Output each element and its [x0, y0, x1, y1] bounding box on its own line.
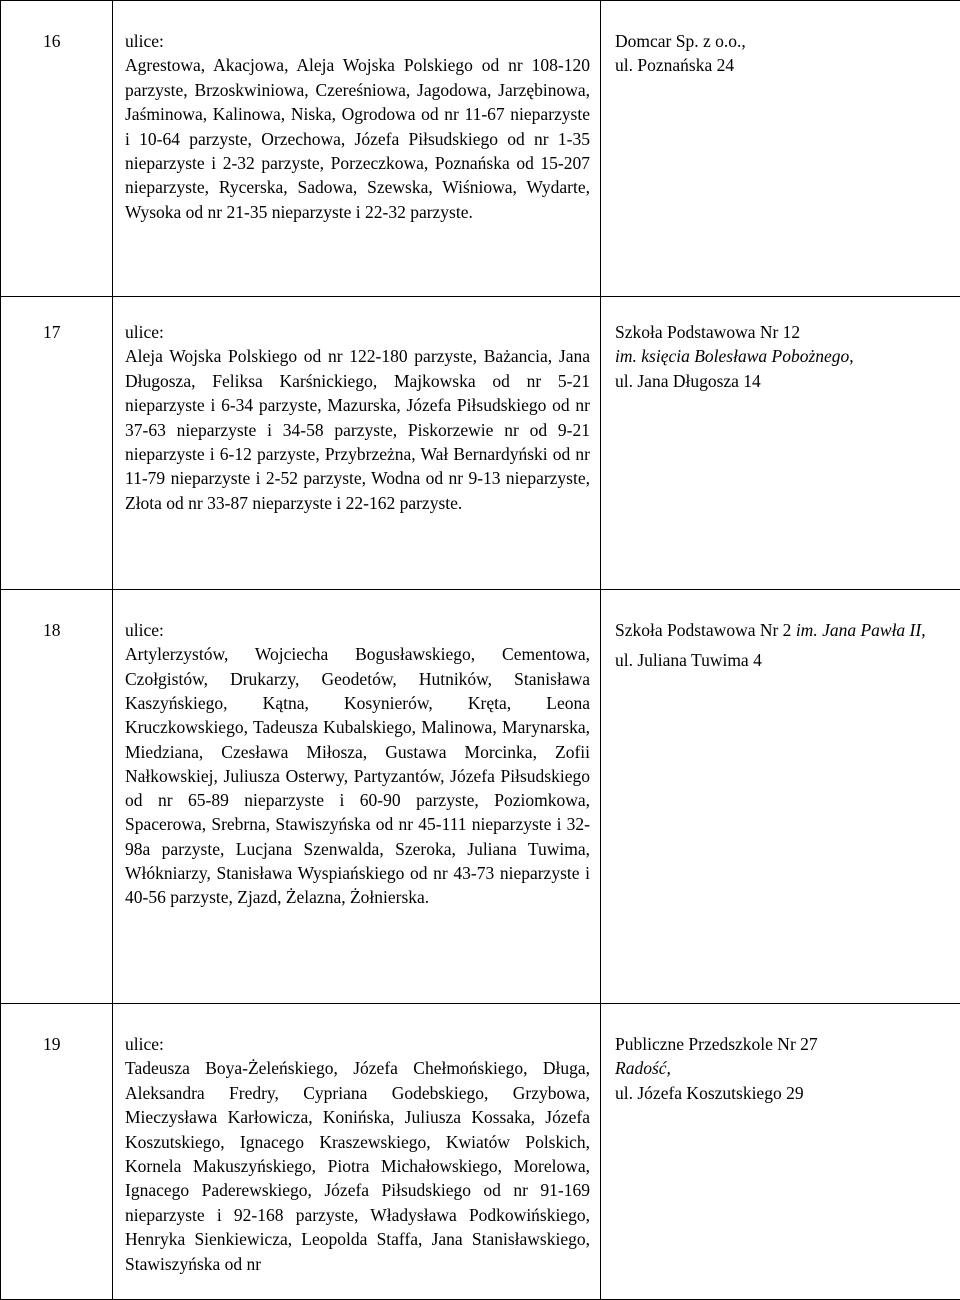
polling-place-address: ul. Józefa Koszutskiego 29 — [615, 1081, 949, 1105]
streets-lead-label: ulice: — [125, 1032, 590, 1056]
district-number-cell — [1, 590, 113, 1004]
table-row — [1, 590, 960, 1004]
polling-place-patron: im. księcia Bolesława Pobożnego, — [615, 344, 949, 368]
polling-place-name: Szkoła Podstawowa Nr 2 — [615, 620, 791, 640]
streets-lead-label: ulice: — [125, 320, 590, 344]
polling-place-name: Publiczne Przedszkole Nr 27 — [615, 1032, 949, 1056]
polling-place-cell — [601, 1, 960, 297]
streets-list: Agrestowa, Akacjowa, Aleja Wojska Polskiego od nr 108-120 parzyste, Brzoskwiniowa, Czereśniowa, Jagodowa, Jarzębinowa, Jaśminowa, Kalinowa, Niska, Ogrodowa od nr 11-67 nieparzyste i 10-64 parzyste, Orzechowa, Józefa Piłsudskiego od nr 1-35 nieparzyste i 2-32 parzyste, Porzeczkowa, Poznańska od 15-207 nieparzyste, Rycerska, Sadowa, Szewska, Wiśniowa, Wydarte, Wysoka od nr 21-35 nieparzyste i 22-32 parzyste. — [125, 53, 590, 224]
polling-place-name: Szkoła Podstawowa Nr 12 — [615, 320, 949, 344]
district-number: 18 — [1, 590, 112, 642]
streets-cell — [113, 1, 601, 297]
streets-cell — [113, 297, 601, 590]
polling-place-cell — [601, 590, 960, 1004]
district-number-cell — [1, 1004, 113, 1300]
streets-lead-label: ulice: — [125, 29, 590, 53]
district-number: 17 — [1, 297, 112, 344]
district-number-cell — [1, 1, 113, 297]
polling-place-patron: Radość, — [615, 1056, 949, 1080]
district-number-cell — [1, 297, 113, 590]
table-row — [1, 1004, 960, 1300]
polling-place-patron: im. Jana Pawła II, — [796, 620, 926, 640]
district-number: 19 — [1, 1004, 112, 1056]
streets-list: Aleja Wojska Polskiego od nr 122-180 parzyste, Bażancia, Jana Długosza, Feliksa Karśnickiego, Majkowska od nr 5-21 nieparzyste i 6-34 parzyste, Mazurska, Józefa Piłsudskiego od nr 37-63 nieparzyste i 34-58 parzyste, Piskorzewie nr od 9-21 nieparzyste i 6-12 parzyste, Przybrzeżna, Wał Bernardyński od nr 11-79 nieparzyste i 2-52 parzyste, Wodna od nr 9-13 nieparzyste, Złota od nr 33-87 nieparzyste i 22-162 parzyste. — [125, 344, 590, 515]
polling-place-address: ul. Juliana Tuwima 4 — [615, 648, 949, 672]
streets-lead-label: ulice: — [125, 618, 590, 642]
polling-place-name: Domcar Sp. z o.o., — [615, 29, 949, 53]
table-row — [1, 1, 960, 297]
streets-list: Artylerzystów, Wojciecha Bogusławskiego, Cementowa, Czołgistów, Drukarzy, Geodetów, Hutników, Stanisława Kaszyńskiego, Kątna, Kosynierów, Kręta, Leona Kruczkowskiego, Tadeusza Kubalskiego, Malinowa, Marynarska, Miedziana, Czesława Miłosza, Gustawa Morcinka, Zofii Nałkowskiej, Juliusza Osterwy, Partyzantów, Józefa Piłsudskiego od nr 65-89 nieparzyste i 60-90 parzyste, Poziomkowa, Spacerowa, Srebrna, Stawiszyńska od nr 45-111 nieparzyste i 32-98a parzyste, Lucjana Szenwalda, Szeroka, Juliana Tuwima, Włókniarzy, Stanisława Wyspiańskiego od nr 43-73 nieparzyste i 40-56 parzyste, Zjazd, Żelazna, Żołnierska. — [125, 642, 590, 909]
streets-list: Tadeusza Boya-Żeleńskiego, Józefa Chełmońskiego, Długa, Aleksandra Fredry, Cypriana Godebskiego, Grzybowa, Mieczysława Karłowicza, Konińska, Juliusza Kossaka, Józefa Koszutskiego, Ignacego Kraszewskiego, Kwiatów Polskich, Kornela Makuszyńskiego, Piotra Michałowskiego, Morelowa, Ignacego Paderewskiego, Józefa Piłsudskiego od nr 91-169 nieparzyste i 92-168 parzyste, Władysława Podkowińskiego, Henryka Sienkiewicza, Leopolda Staffa, Jana Stanisławskiego, Stawiszyńska od nr — [125, 1056, 590, 1276]
polling-place-address: ul. Jana Długosza 14 — [615, 369, 949, 393]
streets-cell — [113, 1004, 601, 1300]
polling-place-cell — [601, 297, 960, 590]
polling-place-cell — [601, 1004, 960, 1300]
table-row — [1, 297, 960, 590]
streets-cell — [113, 590, 601, 1004]
district-number: 16 — [1, 1, 112, 53]
polling-place-name-line — [615, 618, 949, 642]
polling-place-address: ul. Poznańska 24 — [615, 53, 949, 77]
